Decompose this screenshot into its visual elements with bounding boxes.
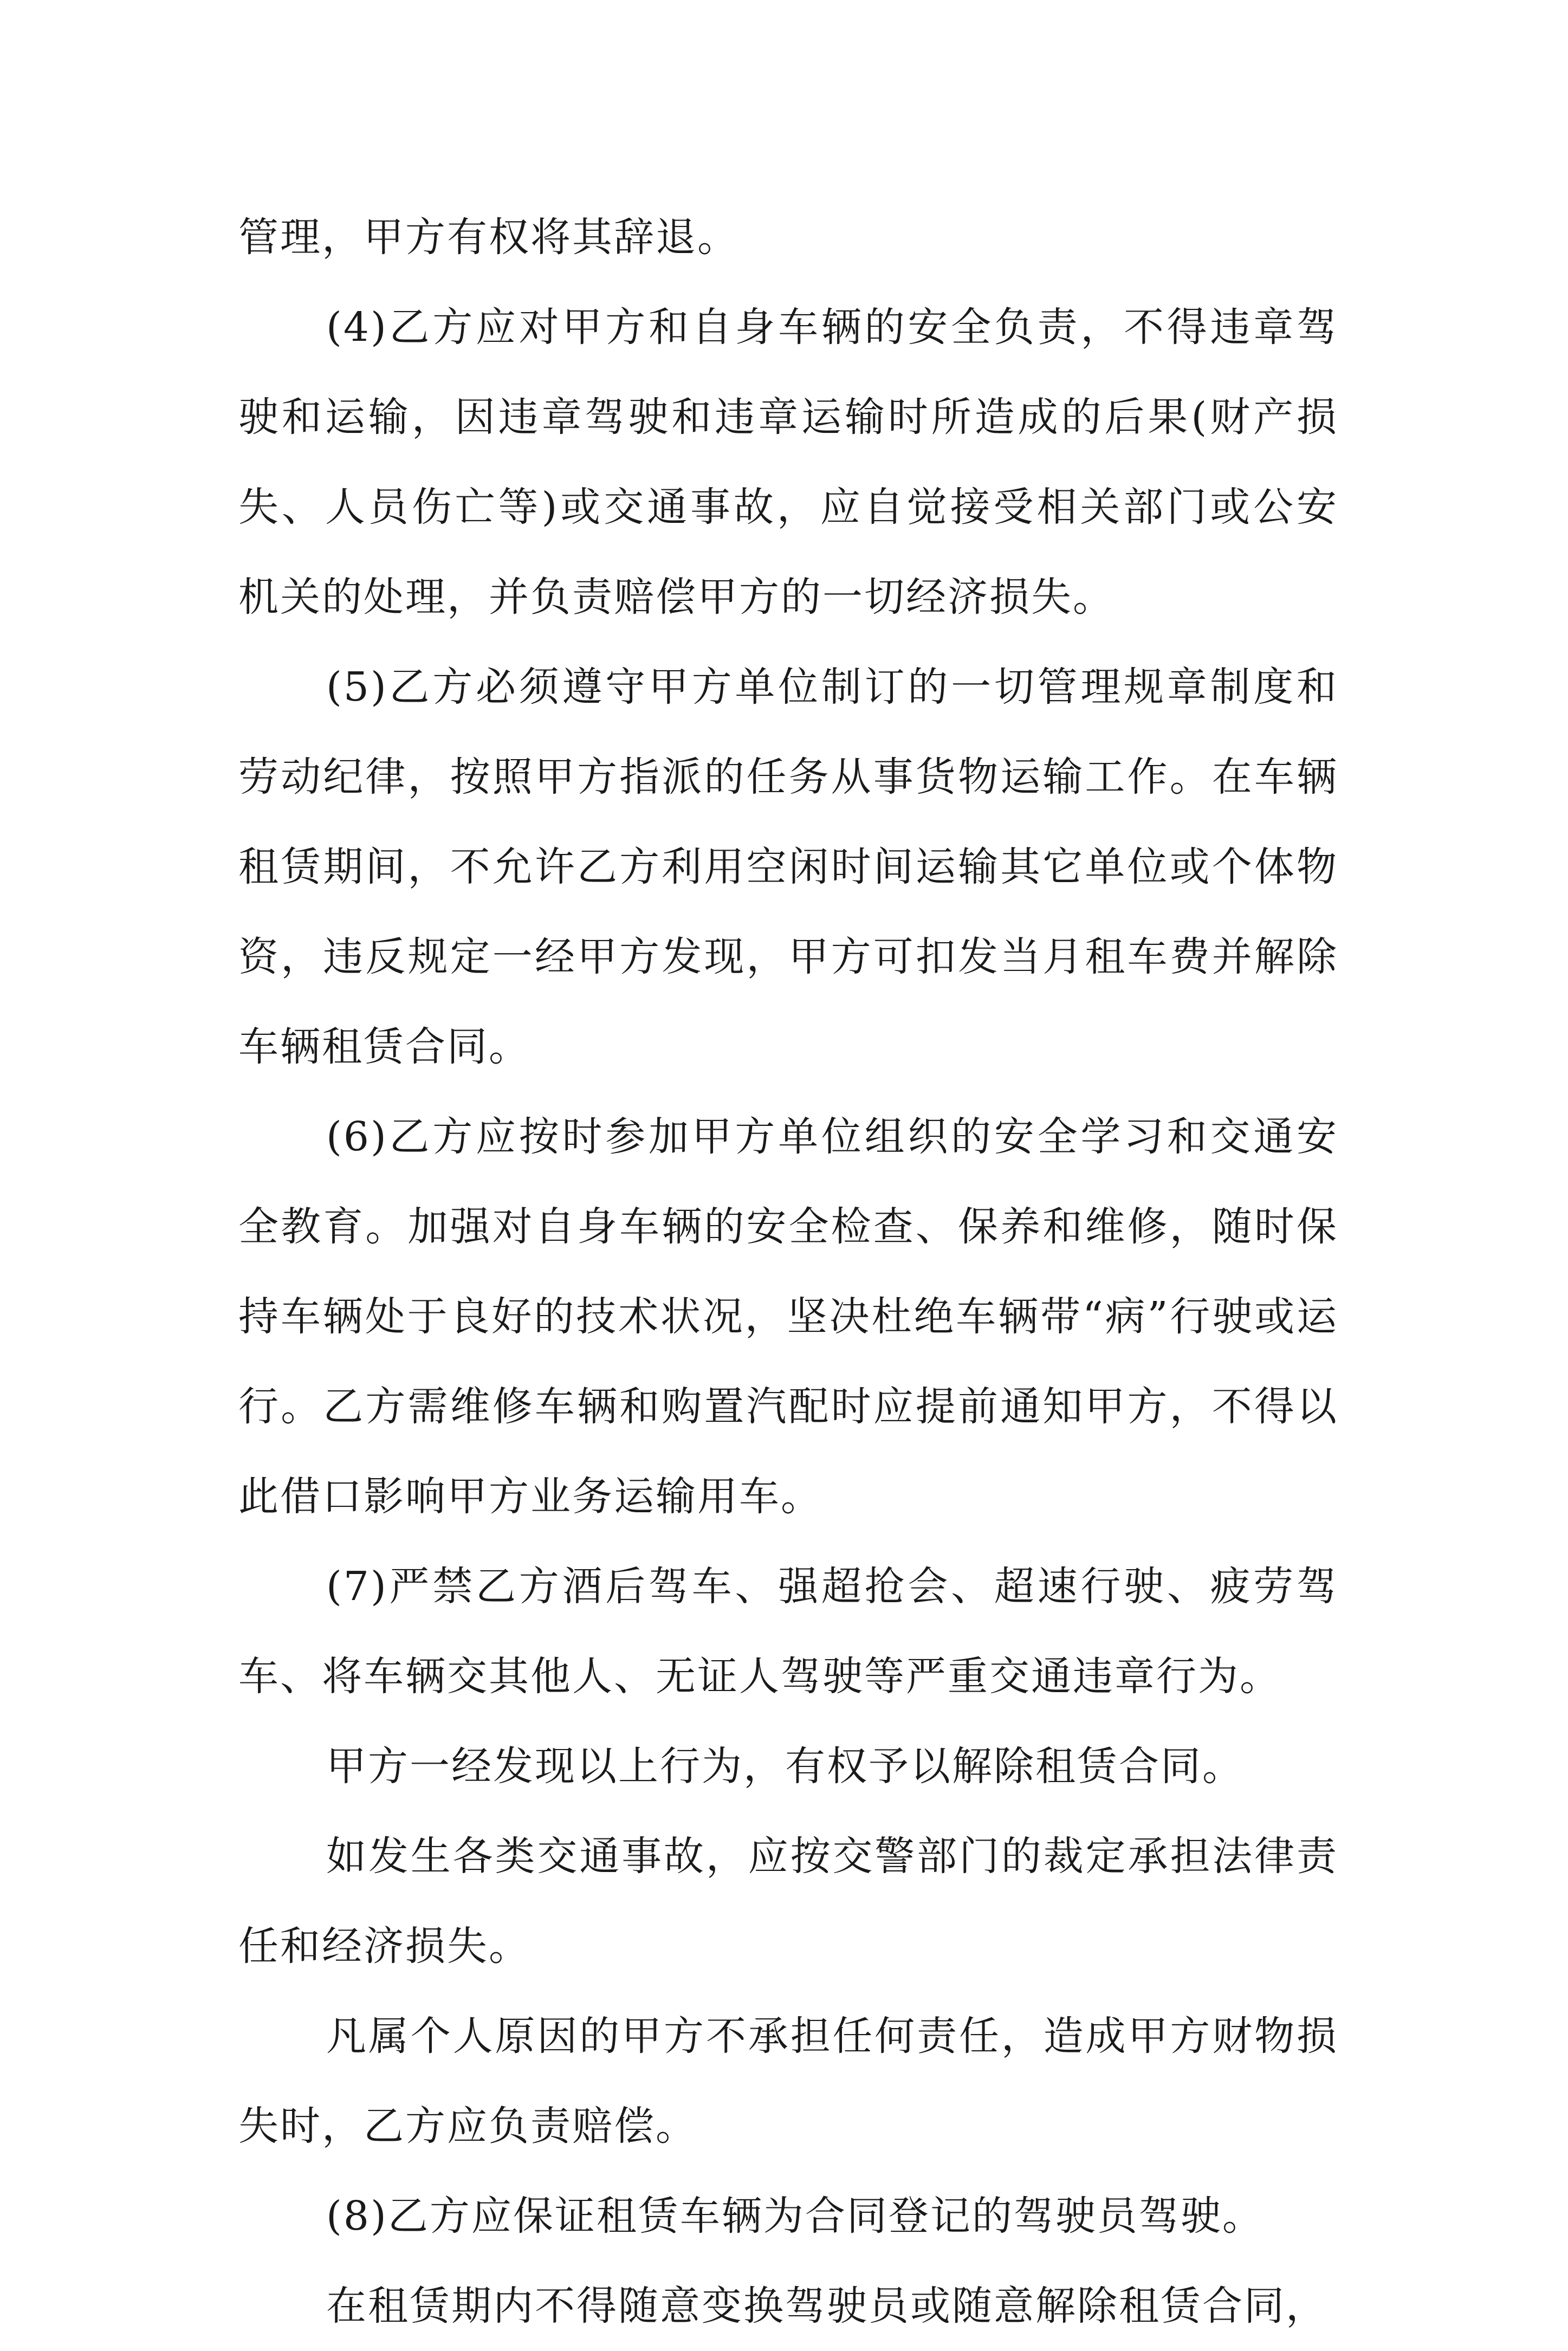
paragraph-clause-8-continuation: 在租赁期内不得随意变换驾驶员或随意解除租赁合同， — [326, 2283, 1327, 2329]
paragraph-clause-8: (8)乙方应保证租赁车辆为合同登记的驾驶员驾驶。 — [326, 2193, 1264, 2239]
paragraph-clause-7-liability: 凡属个人原因的甲方不承担任何责任，造成甲方财物损失时，乙方应负责赔偿。 — [238, 2013, 1338, 2149]
paragraph-continuation: 管理，甲方有权将其辞退。 — [238, 214, 739, 261]
paragraph-clause-6: (6)乙方应按时参加甲方单位组织的安全学习和交通安全教育。加强对自身车辆的安全检查、保养和维修，随时保持车辆处于良好的技术状况，坚决杜绝车辆带“病”行驶或运行。乙方需维修车辆和购置汽配时应提前通知甲方，不得以此借口影响甲方业务运输用车。 — [238, 1113, 1338, 1520]
paragraph-clause-7-termination: 甲方一经发现以上行为，有权予以解除租赁合同。 — [326, 1743, 1244, 1790]
paragraph-clause-7: (7)严禁乙方酒后驾车、强超抢会、超速行驶、疲劳驾车、将车辆交其他人、无证人驾驶等严重交通违章行为。 — [238, 1563, 1338, 1700]
paragraph-clause-5: (5)乙方必须遵守甲方单位制订的一切管理规章制度和劳动纪律，按照甲方指派的任务从事货物运输工作。在车辆租赁期间，不允许乙方利用空闲时间运输其它单位或个体物资，违反规定一经甲方发现，甲方可扣发当月租车费并解除车辆租赁合同。 — [238, 664, 1338, 1070]
document-body — [238, 192, 1338, 2351]
paragraph-clause-4: (4)乙方应对甲方和自身车辆的安全负责，不得违章驾驶和运输，因违章驾驶和违章运输时所造成的后果(财产损失、人员伤亡等)或交通事故，应自觉接受相关部门或公安机关的处理，并负责赔偿甲方的一切经济损失。 — [238, 304, 1338, 620]
paragraph-clause-7-accident: 如发生各类交通事故，应按交警部门的裁定承担法律责任和经济损失。 — [238, 1833, 1338, 1970]
